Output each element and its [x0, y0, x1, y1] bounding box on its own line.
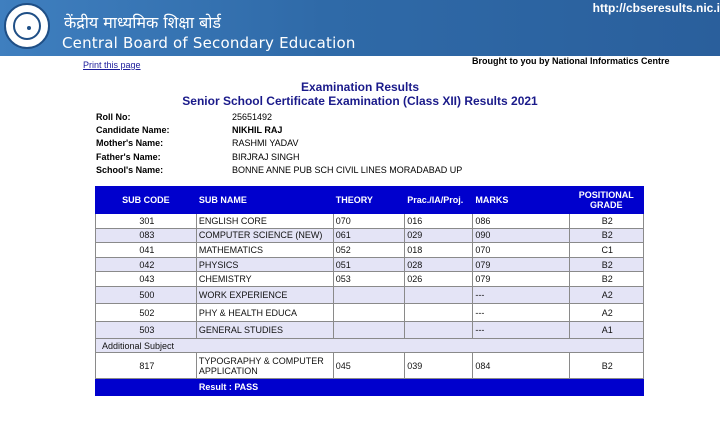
- marks: 079: [473, 257, 569, 272]
- table-row: [96, 353, 644, 379]
- result-spacer: [96, 379, 197, 396]
- school-label: School's Name:: [96, 165, 164, 176]
- table-row: [96, 321, 644, 339]
- header-sub-code: SUB CODE: [96, 187, 197, 214]
- grade: B2: [569, 228, 643, 243]
- mother-value: RASHMI YADAV: [232, 138, 299, 149]
- theory: [333, 304, 405, 322]
- theory: 070: [333, 214, 405, 229]
- grade: C1: [569, 243, 643, 258]
- grade: B2: [569, 257, 643, 272]
- additional-subject-row: [96, 339, 644, 353]
- english-title: Central Board of Secondary Education: [62, 34, 356, 52]
- result-row: [96, 379, 644, 396]
- sub-code: 301: [96, 214, 197, 229]
- results-title: Examination Results: [300, 80, 420, 94]
- brought-by-text: Brought to you by National Informatics Centre: [472, 56, 670, 66]
- table-row: [96, 214, 644, 229]
- practical: [405, 304, 473, 322]
- roll-row: [96, 110, 462, 123]
- father-value: BIRJRAJ SINGH: [232, 151, 300, 162]
- practical: 028: [405, 257, 473, 272]
- name-row: [96, 123, 462, 136]
- name-label: Candidate Name:: [96, 125, 170, 136]
- school-value: BONNE ANNE PUB SCH CIVIL LINES MORADABAD UP: [232, 165, 463, 176]
- sub-code: 502: [96, 304, 197, 322]
- marks: ---: [473, 286, 569, 304]
- table-header-row: [96, 187, 644, 214]
- header-theory: THEORY: [333, 187, 405, 214]
- practical: 029: [405, 228, 473, 243]
- sub-name: PHYSICS: [196, 257, 333, 272]
- additional-subject-label: Additional Subject: [96, 339, 644, 353]
- practical: 016: [405, 214, 473, 229]
- theory: 052: [333, 243, 405, 258]
- result-text: Result : PASS: [196, 379, 643, 396]
- header-sub-name: SUB NAME: [196, 187, 333, 214]
- father-label: Father's Name:: [96, 151, 161, 162]
- marks: ---: [473, 321, 569, 339]
- marks: 079: [473, 272, 569, 287]
- exam-title: Senior School Certificate Examination (Class XII) Results 2021: [182, 94, 538, 108]
- marks: 070: [473, 243, 569, 258]
- table-row: [96, 228, 644, 243]
- table-row: [96, 272, 644, 287]
- header-grade: POSITIONAL GRADE: [569, 187, 643, 214]
- sub-name: COMPUTER SCIENCE (NEW): [196, 228, 333, 243]
- table-row: [96, 304, 644, 322]
- grade: B2: [569, 353, 643, 379]
- theory: [333, 321, 405, 339]
- marks-table: [95, 186, 644, 396]
- hindi-title: केंद्रीय माध्यमिक शिक्षा बोर्ड: [64, 13, 221, 32]
- sub-name: MATHEMATICS: [196, 243, 333, 258]
- sub-code: 503: [96, 321, 197, 339]
- sub-code: 043: [96, 272, 197, 287]
- grade: A1: [569, 321, 643, 339]
- sub-code: 041: [96, 243, 197, 258]
- roll-value: 25651492: [232, 111, 273, 122]
- site-header: [0, 0, 720, 56]
- table-row: [96, 257, 644, 272]
- cbse-logo-icon: [4, 3, 50, 49]
- candidate-info: [96, 110, 462, 177]
- header-marks: MARKS: [473, 187, 569, 214]
- theory: [333, 286, 405, 304]
- grade: B2: [569, 272, 643, 287]
- roll-label: Roll No:: [96, 111, 131, 122]
- sub-code: 817: [96, 353, 197, 379]
- father-row: [96, 150, 462, 163]
- theory: 053: [333, 272, 405, 287]
- practical: 039: [405, 353, 473, 379]
- grade: B2: [569, 214, 643, 229]
- table-row: [96, 286, 644, 304]
- practical: 026: [405, 272, 473, 287]
- marks: 086: [473, 214, 569, 229]
- sub-name: GENERAL STUDIES: [196, 321, 333, 339]
- sub-name: ENGLISH CORE: [196, 214, 333, 229]
- practical: 018: [405, 243, 473, 258]
- sub-code: 500: [96, 286, 197, 304]
- mother-label: Mother's Name:: [96, 138, 164, 149]
- practical: [405, 321, 473, 339]
- grade: A2: [569, 286, 643, 304]
- sub-code: 042: [96, 257, 197, 272]
- mother-row: [96, 137, 462, 150]
- school-row: [96, 164, 462, 177]
- theory: 045: [333, 353, 405, 379]
- sub-name: TYPOGRAPHY & COMPUTER APPLICATION: [196, 353, 333, 379]
- name-value: NIKHIL RAJ: [232, 125, 283, 136]
- practical: [405, 286, 473, 304]
- marks: 084: [473, 353, 569, 379]
- sub-name: WORK EXPERIENCE: [196, 286, 333, 304]
- marks: ---: [473, 304, 569, 322]
- sub-name: CHEMISTRY: [196, 272, 333, 287]
- theory: 061: [333, 228, 405, 243]
- sub-name: PHY & HEALTH EDUCA: [196, 304, 333, 322]
- theory: 051: [333, 257, 405, 272]
- print-page-link[interactable]: Print this page: [83, 60, 141, 70]
- grade: A2: [569, 304, 643, 322]
- table-row: [96, 243, 644, 258]
- site-url[interactable]: http://cbseresults.nic.i: [592, 1, 720, 15]
- marks: 090: [473, 228, 569, 243]
- sub-code: 083: [96, 228, 197, 243]
- header-practical: Prac./IA/Proj.: [405, 187, 473, 214]
